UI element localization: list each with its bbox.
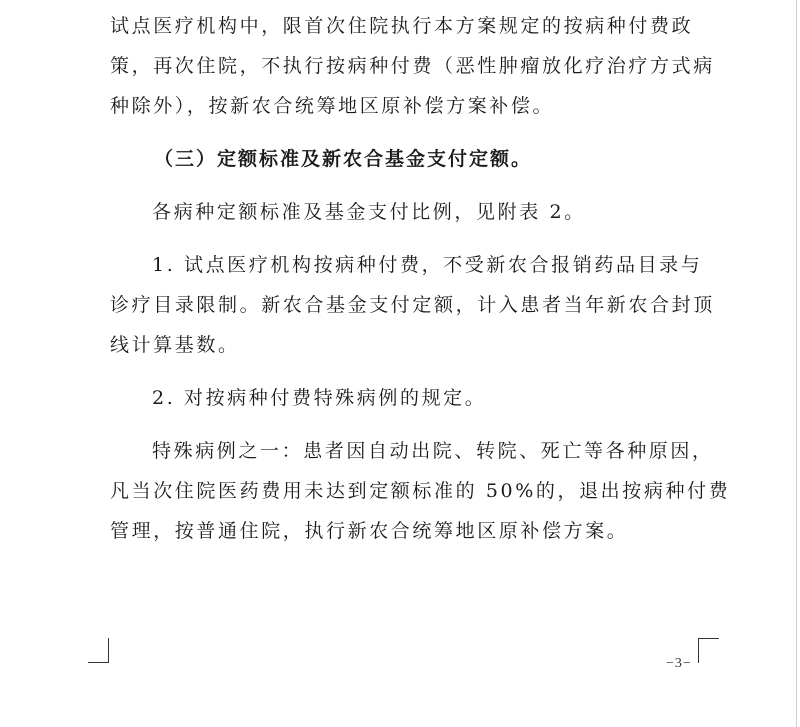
paragraph-appendix-reference: 各病种定额标准及基金支付比例，见附表 2。 [152,201,586,223]
text-line: 管理，按普通住院，执行新农合统筹地区原补偿方案。 [110,520,629,542]
page-number: −3− [666,656,692,671]
text-line: 试点医疗机构中，限首次住院执行本方案规定的按病种付费政 [110,15,694,37]
section-heading: （三）定额标准及新农合基金支付定额。 [154,148,533,170]
paragraph-special-case [110,431,731,551]
paragraph-item-1 [110,245,715,365]
text-line: 线计算基数。 [110,334,240,356]
text-line: 凡当次住院医药费用未达到定额标准的 50%的，退出按病种付费 [110,480,731,502]
text-line: 1. 试点医疗机构按病种付费，不受新农合报销药品目录与 [152,254,703,276]
text-line: 特殊病例之一：患者因自动出院、转院、死亡等各种原因， [152,440,714,462]
document-body [110,6,731,551]
margin-corner-mark-right [698,638,719,663]
paragraph-first-admission-rule [110,6,715,126]
text-line: 策，再次住院，不执行按病种付费（恶性肿瘤放化疗治疗方式病 [110,55,715,77]
margin-corner-mark-left [88,638,109,663]
text-line: 诊疗目录限制。新农合基金支付定额，计入患者当年新农合封顶 [110,294,715,316]
text-line: 种除外），按新农合统筹地区原补偿方案补偿。 [110,95,555,117]
paragraph-item-2: 2. 对按病种付费特殊病例的规定。 [152,387,487,409]
